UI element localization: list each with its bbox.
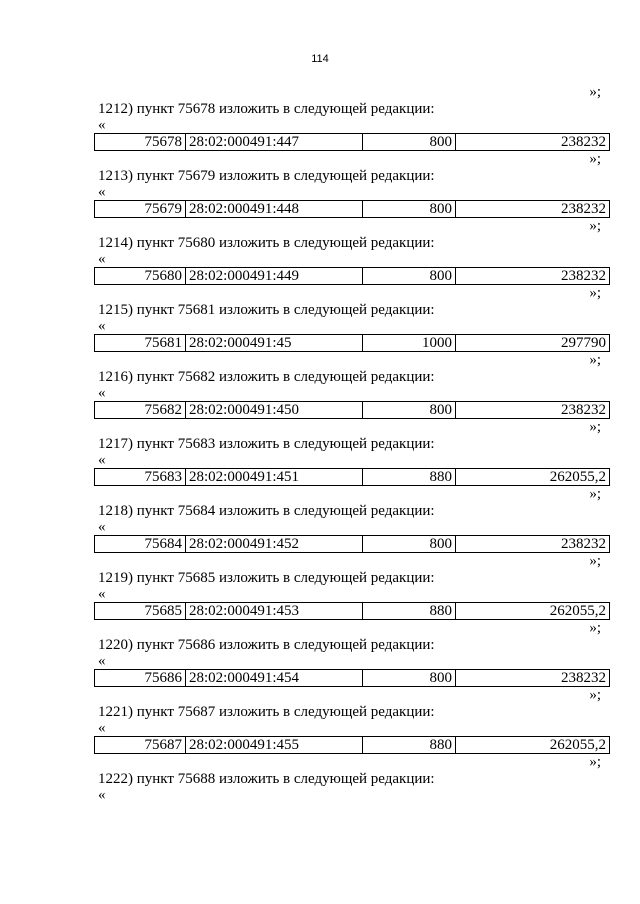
table-row: [95, 268, 610, 285]
cell-cadastral-number: 28:02:000491:450: [186, 402, 363, 419]
amendment-item: [94, 436, 610, 503]
cell-area: 800: [363, 201, 456, 218]
cell-cadastral-number: 28:02:000491:452: [186, 536, 363, 553]
table-row: [95, 603, 610, 620]
cell-value: 238232: [456, 268, 610, 285]
table-row: [95, 536, 610, 553]
cell-item-number: 75687: [95, 737, 186, 754]
cell-cadastral-number: 28:02:000491:455: [186, 737, 363, 754]
table-row: [95, 670, 610, 687]
closing-quote: »;: [589, 285, 601, 301]
amendment-item: [94, 101, 610, 168]
closing-quote: »;: [589, 754, 601, 770]
amendment-heading: 1219) пункт 75685 изложить в следующей редакции:: [98, 570, 435, 586]
cell-item-number: 75682: [95, 402, 186, 419]
closing-quote: »;: [589, 687, 601, 703]
cell-value: 262055,2: [456, 469, 610, 486]
amendment-item: [94, 503, 610, 570]
amendment-heading: 1215) пункт 75681 изложить в следующей редакции:: [98, 302, 435, 318]
cell-value: 238232: [456, 670, 610, 687]
registry-table: [94, 669, 610, 687]
opening-quote: «: [98, 653, 106, 669]
closing-quote: »;: [589, 352, 601, 368]
amendment-heading: 1218) пункт 75684 изложить в следующей редакции:: [98, 503, 435, 519]
cell-value: 238232: [456, 201, 610, 218]
amendment-heading: 1212) пункт 75678 изложить в следующей редакции:: [98, 101, 435, 117]
amendment-item: [94, 302, 610, 369]
cell-value: 297790: [456, 335, 610, 352]
cell-item-number: 75681: [95, 335, 186, 352]
amendment-list: [94, 84, 610, 803]
registry-table: [94, 200, 610, 218]
cell-value: 262055,2: [456, 603, 610, 620]
cell-cadastral-number: 28:02:000491:451: [186, 469, 363, 486]
cell-area: 800: [363, 402, 456, 419]
amendment-item: [94, 771, 610, 803]
cell-item-number: 75683: [95, 469, 186, 486]
cell-item-number: 75684: [95, 536, 186, 553]
cell-area: 800: [363, 670, 456, 687]
closing-quote: »;: [589, 553, 601, 569]
table-row: [95, 737, 610, 754]
amendment-heading: 1221) пункт 75687 изложить в следующей редакции:: [98, 704, 435, 720]
opening-quote: «: [98, 787, 106, 803]
cell-cadastral-number: 28:02:000491:447: [186, 134, 363, 151]
cell-value: 238232: [456, 536, 610, 553]
cell-item-number: 75679: [95, 201, 186, 218]
opening-quote: «: [98, 452, 106, 468]
table-row: [95, 134, 610, 151]
amendment-item: [94, 369, 610, 436]
closing-quote: »;: [589, 218, 601, 234]
amendment-heading: 1217) пункт 75683 изложить в следующей редакции:: [98, 436, 435, 452]
amendment-heading: 1222) пункт 75688 изложить в следующей редакции:: [98, 771, 435, 787]
opening-quote: «: [98, 184, 106, 200]
amendment-heading: 1213) пункт 75679 изложить в следующей редакции:: [98, 168, 435, 184]
registry-table: [94, 468, 610, 486]
registry-table: [94, 736, 610, 754]
cell-area: 1000: [363, 335, 456, 352]
cell-area: 800: [363, 268, 456, 285]
opening-quote: «: [98, 519, 106, 535]
cell-value: 262055,2: [456, 737, 610, 754]
opening-quote: «: [98, 720, 106, 736]
table-row: [95, 201, 610, 218]
cell-value: 238232: [456, 134, 610, 151]
registry-table: [94, 133, 610, 151]
closing-quote: »;: [589, 84, 601, 100]
cell-item-number: 75680: [95, 268, 186, 285]
table-row: [95, 469, 610, 486]
amendment-item: [94, 637, 610, 704]
amendment-item: [94, 704, 610, 771]
opening-quote: «: [98, 117, 106, 133]
cell-cadastral-number: 28:02:000491:45: [186, 335, 363, 352]
registry-table: [94, 401, 610, 419]
amendment-item: [94, 235, 610, 302]
page-number: 114: [311, 53, 329, 65]
opening-quote: «: [98, 586, 106, 602]
closing-quote: »;: [589, 419, 601, 435]
amendment-heading: 1216) пункт 75682 изложить в следующей редакции:: [98, 369, 435, 385]
cell-item-number: 75685: [95, 603, 186, 620]
cell-cadastral-number: 28:02:000491:449: [186, 268, 363, 285]
opening-quote: «: [98, 318, 106, 334]
cell-area: 800: [363, 536, 456, 553]
cell-area: 880: [363, 603, 456, 620]
table-row: [95, 402, 610, 419]
cell-cadastral-number: 28:02:000491:453: [186, 603, 363, 620]
cell-value: 238232: [456, 402, 610, 419]
amendment-heading: 1214) пункт 75680 изложить в следующей редакции:: [98, 235, 435, 251]
cell-cadastral-number: 28:02:000491:448: [186, 201, 363, 218]
cell-item-number: 75678: [95, 134, 186, 151]
cell-area: 880: [363, 469, 456, 486]
opening-quote: «: [98, 251, 106, 267]
registry-table: [94, 602, 610, 620]
amendment-item: [94, 570, 610, 637]
closing-quote: »;: [589, 486, 601, 502]
closing-quote: »;: [589, 151, 601, 167]
registry-table: [94, 267, 610, 285]
table-row: [95, 335, 610, 352]
cell-item-number: 75686: [95, 670, 186, 687]
cell-cadastral-number: 28:02:000491:454: [186, 670, 363, 687]
opening-quote: «: [98, 385, 106, 401]
registry-table: [94, 334, 610, 352]
cell-area: 800: [363, 134, 456, 151]
cell-area: 880: [363, 737, 456, 754]
registry-table: [94, 535, 610, 553]
amendment-item: [94, 168, 610, 235]
closing-quote: »;: [589, 620, 601, 636]
amendment-heading: 1220) пункт 75686 изложить в следующей редакции:: [98, 637, 435, 653]
